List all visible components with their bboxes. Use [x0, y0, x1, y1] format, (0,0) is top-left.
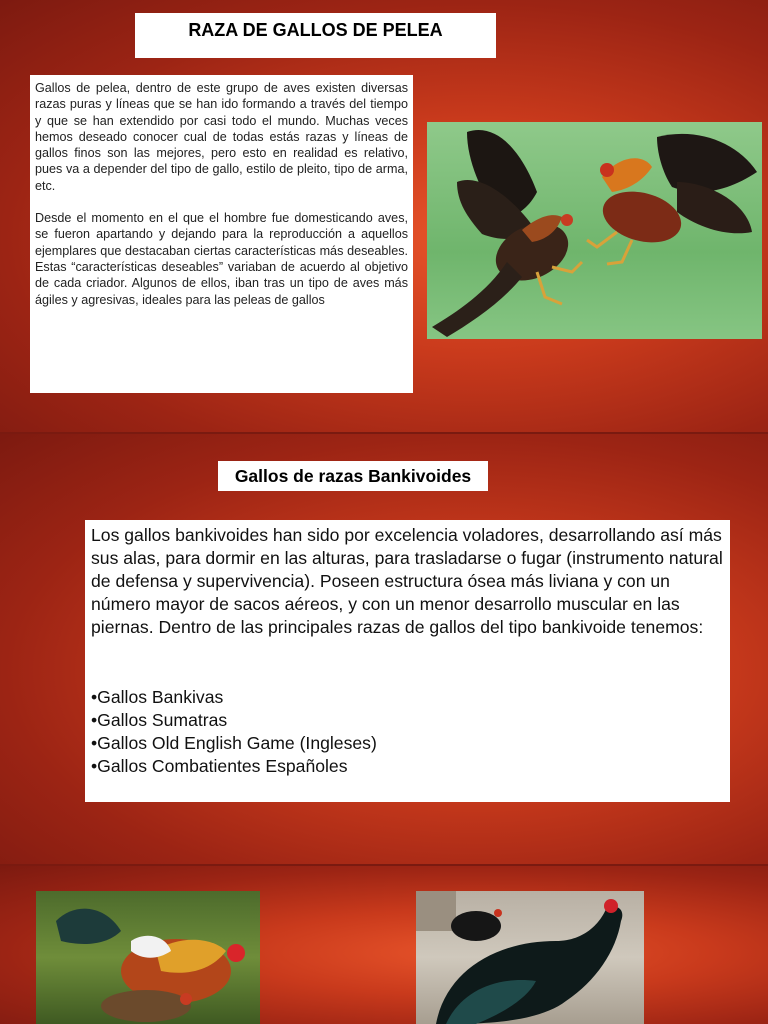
- slide-3: [0, 866, 768, 1024]
- paragraph-1: Gallos de pelea, dentro de este grupo de aves existen diversas razas puras y líneas que se han ido formando a través del tiempo y que se han extendido por casi todo el mundo. Muchas veces hemos deseado conocer cual de todas estás razas y líneas de gallos finos son las mejores, pero esto en realidad es relativo, pues va a depender del tipo de gallo, estilo de pleito, tipo de arma, etc.: [35, 81, 408, 193]
- list-item: •Gallos Bankivas: [91, 687, 224, 707]
- slide-2: [0, 434, 768, 864]
- slide-1-text-box: [30, 75, 413, 393]
- bankivoid-paragraph: Los gallos bankivoides han sido por excelencia voladores, desarrollando así más sus alas, para dormir en las alturas, para trasladarse o fugar (instrumento natural de defensa y supervivencia). Poseen estructura ósea más liviana y con un número mayor de sacos aéreos, y con un menor desarrollo muscular en las piernas. Dentro de las principales razas de gallos del tipo bankivoide tenemos:: [91, 525, 723, 637]
- slide-2-title: Gallos de razas Bankivoides: [218, 461, 488, 491]
- jungle-fowl-photo: [36, 891, 260, 1024]
- paragraph-2: Desde el momento en el que el hombre fue domesticando aves, se fueron apartando y dejando para la reproducción a aquellos ejemplares que destacaban ciertas características más deseables. Estas “características deseables” variaban de acuerdo al objetivo de cada criador. Algunos de ellos, iban tras un tipo de aves más ágiles y agresivas, ideales para las peleas de gallos: [35, 211, 408, 307]
- breed-list: [91, 686, 724, 778]
- slide-1-title: RAZA DE GALLOS DE PELEA: [135, 13, 496, 58]
- fighting-roosters-photo: [427, 122, 762, 339]
- list-item: •Gallos Sumatras: [91, 710, 228, 730]
- list-item: •Gallos Combatientes Españoles: [91, 756, 348, 776]
- sumatra-rooster-photo: [416, 891, 644, 1024]
- slide-2-text-box: [85, 520, 730, 802]
- slide-1: [0, 0, 768, 432]
- list-item: •Gallos Old English Game (Ingleses): [91, 733, 377, 753]
